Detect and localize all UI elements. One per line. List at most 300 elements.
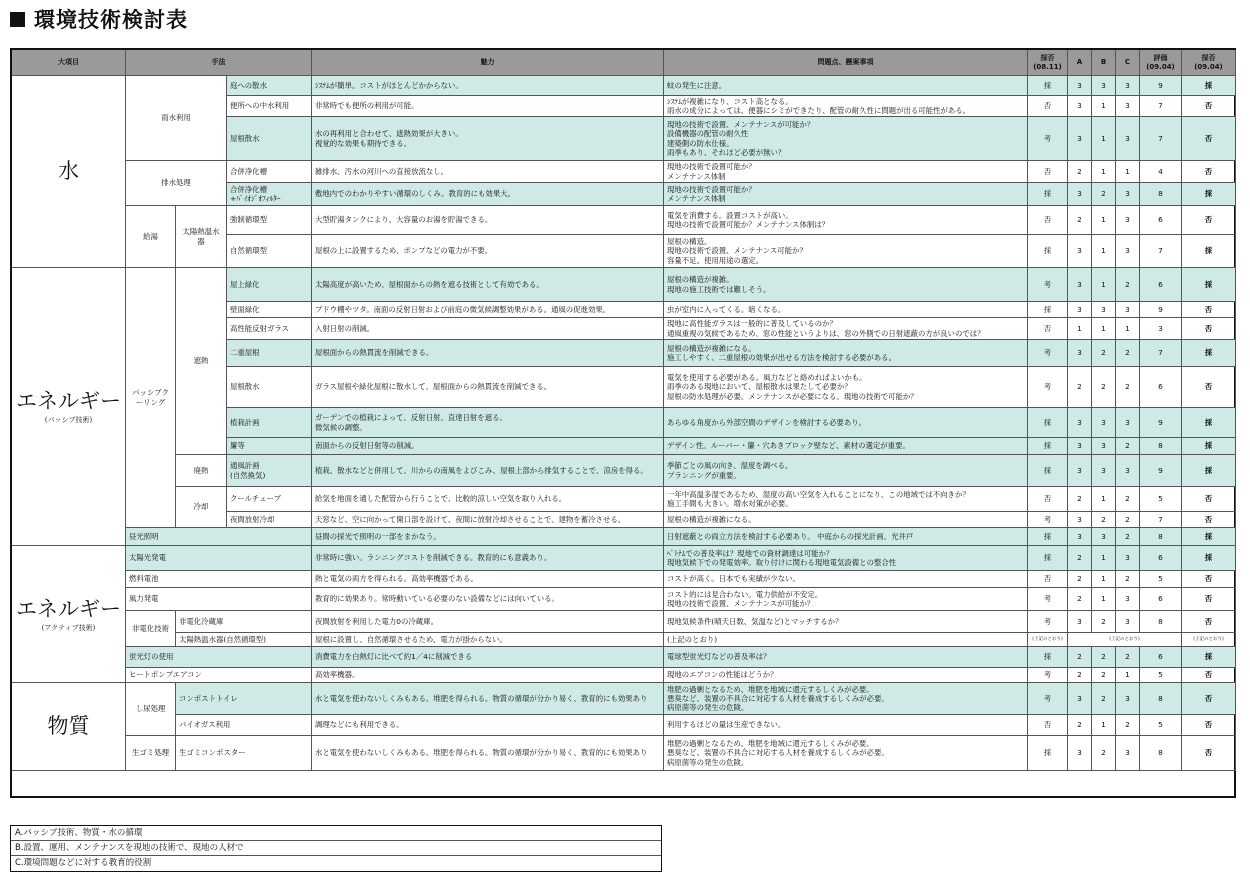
- issue-cell-7-text: 屋根の構造が複雑。 現地の施工技術では難しそう。: [667, 275, 771, 294]
- issue-cell-16-text: 屋根の構造が複雑になる。: [667, 514, 756, 524]
- score-cell-12: [1140, 408, 1182, 438]
- saihi2-cell-24: [1182, 668, 1236, 683]
- header-mondai: [664, 50, 1028, 76]
- saihi1-cell-0: [1028, 76, 1068, 96]
- c-cell-9-text: 1: [1125, 323, 1130, 333]
- issue-cell-21-text: 現地気候条件(晴天日数、気温など)とマッチするか？: [667, 616, 843, 626]
- saihi1-cell-13-text: 採: [1043, 441, 1052, 451]
- group-namagomi: [126, 736, 176, 771]
- method-cell-13-text: 簾等: [230, 441, 245, 451]
- c-cell-3: [1116, 161, 1140, 183]
- saihi2-cell-15-text: 否: [1204, 494, 1213, 504]
- saihi2-cell-26-text: 否: [1204, 720, 1213, 730]
- merit-cell-21: [312, 611, 664, 633]
- b-cell-21-text: 2: [1101, 616, 1106, 626]
- b-cell-2-text: 1: [1101, 133, 1106, 143]
- issue-cell-11: [664, 367, 1028, 408]
- saihi1-cell-8: [1028, 302, 1068, 318]
- method-cell-9: [227, 318, 312, 340]
- saihi2-cell-8: [1182, 302, 1236, 318]
- saihi1-cell-4-text: 採: [1043, 189, 1052, 199]
- category-energy-active-label: エネルギー: [16, 596, 121, 621]
- c-cell-18-text: 3: [1125, 553, 1130, 563]
- merit-cell-5: [312, 206, 664, 235]
- saihi1-cell-6: [1028, 235, 1068, 268]
- method-cell-2-text: 屋根散水: [230, 133, 260, 143]
- c-cell-7-text: 2: [1125, 279, 1130, 289]
- saihi2-cell-25-text: 否: [1204, 693, 1213, 703]
- merit-cell-13: [312, 438, 664, 455]
- saihi1-cell-26: [1028, 715, 1068, 736]
- saihi1-cell-7-text: 考: [1043, 279, 1052, 289]
- method-cell-1: [227, 96, 312, 117]
- b-cell-0-text: 3: [1101, 80, 1106, 90]
- score-cell-0-text: 9: [1158, 80, 1163, 90]
- method-cell-0-text: 庭への散水: [230, 80, 267, 90]
- b-cell-13-text: 3: [1101, 441, 1106, 451]
- saihi1-cell-10: [1028, 340, 1068, 367]
- b-cell-6: [1092, 235, 1116, 268]
- merit-cell-19: [312, 571, 664, 588]
- c-cell-11-text: 2: [1125, 382, 1130, 392]
- saihi1-cell-0-text: 採: [1043, 80, 1052, 90]
- issue-cell-1-text: ｼｽﾃﾑが複雑になり、コスト高となる。 雨水の成分によっては、便器にシミができたり、配管の耐久性に問題が出る可能性がある。: [667, 96, 971, 115]
- issue-cell-15-text: 一年中高温多湿であるため、湿度の高い空気を入れることになり、この地域では不向きか？ 施工手間も大きい。増水対策が必要。: [667, 489, 970, 508]
- category-energy-passive-sublabel: (パッシブ技術): [44, 416, 93, 425]
- issue-cell-17: [664, 528, 1028, 546]
- method-cell-6: [227, 235, 312, 268]
- group-usui: [126, 76, 227, 161]
- merit-cell-26-text: 調理などにも利用できる。: [315, 720, 404, 730]
- c-cell-24: [1116, 668, 1140, 683]
- method-cell-1-text: 便所への中水利用: [230, 101, 290, 111]
- c-cell-23-text: 2: [1125, 652, 1130, 662]
- category-energy-passive-label: エネルギー: [16, 389, 121, 413]
- issue-cell-23-text: 電球型蛍光灯などの普及率は？: [667, 652, 771, 662]
- legend-box: [10, 825, 662, 872]
- method-cell-3-text: 合併浄化槽: [230, 166, 267, 176]
- a-cell-15-text: 2: [1077, 494, 1082, 504]
- issue-cell-21: [664, 611, 1028, 633]
- issue-cell-15: [664, 487, 1028, 512]
- method-cell-17: [126, 528, 312, 546]
- saihi1-cell-18-text: 採: [1043, 553, 1052, 563]
- header-saihi-0811-text: 採否 (08.11): [1033, 53, 1062, 71]
- b-cell-11-text: 2: [1101, 382, 1106, 392]
- merit-cell-23: [312, 647, 664, 668]
- c-cell-6: [1116, 235, 1140, 268]
- method-cell-16: [227, 512, 312, 528]
- saihi2-cell-11: [1182, 367, 1236, 408]
- method-cell-19-text: 燃料電池: [129, 574, 159, 584]
- issue-cell-26: [664, 715, 1028, 736]
- a-cell-16: [1068, 512, 1092, 528]
- score-cell-6-text: 7: [1158, 246, 1163, 256]
- method-cell-16-text: 夜間放射冷却: [230, 514, 275, 524]
- method-cell-19: [126, 571, 312, 588]
- saihi1-cell-14: [1028, 455, 1068, 487]
- c-cell-1-text: 3: [1125, 101, 1130, 111]
- a-cell-6: [1068, 235, 1092, 268]
- saihi2-cell-5-text: 否: [1204, 215, 1213, 225]
- method-cell-23-text: 蛍光灯の使用: [129, 652, 174, 662]
- saihi1-cell-25-text: 考: [1043, 693, 1052, 703]
- header-hyoka-text: 評価 (09.04): [1146, 53, 1175, 71]
- score-cell-10: [1140, 340, 1182, 367]
- a-cell-8: [1068, 302, 1092, 318]
- score-cell-5: [1140, 206, 1182, 235]
- saihi1-cell-26-text: 否: [1043, 720, 1052, 730]
- score-cell-24-text: 5: [1158, 670, 1163, 680]
- c-cell-9: [1116, 318, 1140, 340]
- b-cell-26-text: 1: [1101, 720, 1106, 730]
- saihi1-cell-27-text: 採: [1043, 748, 1052, 758]
- a-cell-7-text: 3: [1077, 279, 1082, 289]
- category-water: [12, 76, 126, 268]
- b-cell-18-text: 1: [1101, 553, 1106, 563]
- group-shinyo-text: し尿処理: [135, 704, 166, 714]
- saihi1-cell-16: [1028, 512, 1068, 528]
- saihi2-cell-2-text: 否: [1204, 133, 1213, 143]
- saihi1-cell-5-text: 否: [1043, 215, 1052, 225]
- score-cell-2-text: 7: [1158, 133, 1163, 143]
- method-cell-18: [126, 546, 312, 571]
- merit-cell-27-text: 水と電気を使わないしくみもある。堆肥を得られる。物質の循環が分かり易く、教育的にも効果あり: [315, 748, 648, 758]
- saihi1-cell-8-text: 採: [1043, 304, 1052, 314]
- header-mondai-text: 問題点、懸案事項: [817, 58, 874, 67]
- c-cell-0: [1116, 76, 1140, 96]
- score-cell-10-text: 7: [1158, 348, 1163, 358]
- merit-cell-12-text: ガーデンでの植栽によって、反射日射、直達日射を遮る。 微気候の調整。: [315, 413, 507, 432]
- a-cell-8-text: 3: [1077, 304, 1082, 314]
- saihi1-cell-5: [1028, 206, 1068, 235]
- score-cell-17-text: 8: [1158, 531, 1163, 541]
- method-cell-4: [227, 183, 312, 206]
- c-cell-3-text: 1: [1125, 166, 1130, 176]
- a-cell-15: [1068, 487, 1092, 512]
- score-cell-11: [1140, 367, 1182, 408]
- issue-cell-5-text: 電気を消費する。設置コストが高い。 現地の技術で設置可能か？メンテナンス体制は？: [667, 210, 830, 229]
- issue-cell-10: [664, 340, 1028, 367]
- saihi1-cell-12-text: 採: [1043, 417, 1052, 427]
- legend-item-c: C.環境問題などに対する教育的役割: [15, 858, 152, 868]
- method-cell-4-text: 合併浄化槽 +ﾊﾞｲｵｼﾞｵﾌｨﾙﾀｰ: [230, 184, 281, 203]
- score-cell-26-text: 5: [1158, 720, 1163, 730]
- merit-cell-0-text: ｼｽﾃﾑが簡単。コストがほとんどかからない。: [315, 80, 463, 90]
- merit-cell-24: [312, 668, 664, 683]
- c-cell-14: [1116, 455, 1140, 487]
- merit-cell-10-text: 屋根面からの熱貫流を削減できる。: [315, 348, 434, 358]
- saihi2-cell-0: [1182, 76, 1236, 96]
- saihi1-cell-24: [1028, 668, 1068, 683]
- merit-cell-25: [312, 683, 664, 715]
- c-cell-1: [1116, 96, 1140, 117]
- merit-cell-22: [312, 633, 664, 647]
- score-cell-27: [1140, 736, 1182, 771]
- b-cell-20: [1092, 588, 1116, 611]
- saihi2-cell-4-text: 採: [1204, 189, 1213, 199]
- b-cell-16: [1092, 512, 1116, 528]
- method-cell-7-text: 屋上緑化: [230, 279, 260, 289]
- c-cell-11: [1116, 367, 1140, 408]
- b-cell-19-text: 1: [1101, 574, 1106, 584]
- c-cell-21: [1116, 611, 1140, 633]
- saihi2-cell-2: [1182, 117, 1236, 161]
- b-cell-13: [1092, 438, 1116, 455]
- score-cell-7: [1140, 268, 1182, 302]
- saihi1-cell-1: [1028, 96, 1068, 117]
- c-cell-2: [1116, 117, 1140, 161]
- saihi2-cell-23-text: 採: [1204, 652, 1213, 662]
- b-cell-1: [1092, 96, 1116, 117]
- a-cell-17: [1068, 528, 1092, 546]
- a-cell-20-text: 2: [1077, 594, 1082, 604]
- method-cell-14-text: 通風計画 (自然換気): [230, 461, 266, 480]
- saihi2-cell-16-text: 否: [1204, 514, 1213, 524]
- merit-cell-3: [312, 161, 664, 183]
- saihi2-cell-6-text: 採: [1204, 246, 1213, 256]
- evaluation-table: [10, 48, 1236, 798]
- issue-cell-24: [664, 668, 1028, 683]
- method-cell-2: [227, 117, 312, 161]
- saihi1-cell-14-text: 採: [1043, 465, 1052, 475]
- saihi2-cell-9-text: 否: [1204, 323, 1213, 333]
- header-saihi-0811: [1028, 50, 1068, 76]
- saihi1-cell-9-text: 否: [1043, 323, 1052, 333]
- method-cell-14: [227, 455, 312, 487]
- saihi1-cell-23-text: 採: [1043, 652, 1052, 662]
- issue-cell-12: [664, 408, 1028, 438]
- score-cell-18-text: 6: [1158, 553, 1163, 563]
- b-cell-23-text: 2: [1101, 652, 1106, 662]
- issue-cell-3-text: 現地の技術で設置可能か？ メンテナンス体制: [667, 162, 756, 181]
- saihi1-cell-27: [1028, 736, 1068, 771]
- issue-cell-25-text: 堆肥の過剰となるため、堆肥を地域に還元するしくみが必要。 悪臭など、装置の不具合に対応する人材を養成するしくみが必要。 病原菌等の発生の危険。: [667, 684, 889, 713]
- saihi2-cell-3: [1182, 161, 1236, 183]
- saihi2-cell-8-text: 否: [1204, 304, 1213, 314]
- score-cell-9-text: 3: [1158, 323, 1163, 333]
- method-cell-12: [227, 408, 312, 438]
- a-cell-2: [1068, 117, 1092, 161]
- saihi2-cell-12: [1182, 408, 1236, 438]
- issue-cell-4-text: 現地の技術で設置可能か？ メンテナンス体制: [667, 184, 756, 203]
- b-cell-17: [1092, 528, 1116, 546]
- issue-cell-10-text: 屋根の構造が複雑になる。 施工しやすく、二重屋根の効果が出せる方法を検討する必要がある。: [667, 343, 896, 362]
- b-cell-2: [1092, 117, 1116, 161]
- merit-cell-1-text: 非常時でも便所の利用が可能。: [315, 101, 419, 111]
- c-cell-17: [1116, 528, 1140, 546]
- merit-cell-27: [312, 736, 664, 771]
- saihi2-cell-27: [1182, 736, 1236, 771]
- score-cell-26: [1140, 715, 1182, 736]
- group-kyuto-text: 給湯: [143, 231, 158, 241]
- b-cell-0: [1092, 76, 1116, 96]
- merit-cell-21-text: 夜間放射を利用した電力0の冷蔵庫。: [315, 616, 438, 626]
- group-usui-text: 雨水利用: [161, 113, 191, 123]
- score-cell-0: [1140, 76, 1182, 96]
- issue-cell-14: [664, 455, 1028, 487]
- merit-cell-13-text: 南面からの反射日射等の削減。: [315, 441, 419, 451]
- saihi2-cell-1: [1182, 96, 1236, 117]
- saihi2-cell-3-text: 否: [1204, 166, 1213, 176]
- c-cell-12: [1116, 408, 1140, 438]
- saihi2-cell-21-text: 否: [1204, 616, 1213, 626]
- group-shinyo: [126, 683, 176, 736]
- saihi2-cell-14: [1182, 455, 1236, 487]
- merit-cell-9: [312, 318, 664, 340]
- c-cell-15: [1116, 487, 1140, 512]
- saihi2-cell-19: [1182, 571, 1236, 588]
- header-daikomoku: [12, 50, 126, 76]
- method-cell-20-text: 風力発電: [129, 594, 159, 604]
- score-cell-1-text: 7: [1158, 101, 1163, 111]
- saihi2-cell-5: [1182, 206, 1236, 235]
- method-cell-26-text: バイオガス利用: [179, 720, 231, 730]
- header-shuho-text: 手法: [211, 58, 226, 67]
- c-cell-18: [1116, 546, 1140, 571]
- saihi1-cell-22: [1028, 633, 1068, 647]
- a-cell-11-text: 2: [1077, 382, 1082, 392]
- c-cell-20-text: 3: [1125, 594, 1130, 604]
- group-haisui: [126, 161, 227, 206]
- score-cell-14-text: 9: [1158, 465, 1163, 475]
- merit-cell-3-text: 雑排水、汚水の河川への直接放流なし。: [315, 166, 449, 176]
- score-cell-16: [1140, 512, 1182, 528]
- a-cell-26-text: 2: [1077, 720, 1082, 730]
- saihi2-cell-10-text: 採: [1204, 348, 1213, 358]
- issue-cell-20: [664, 588, 1028, 611]
- score-cell-4-text: 8: [1158, 189, 1163, 199]
- score-cell-13-text: 8: [1158, 441, 1163, 451]
- a-cell-3-text: 2: [1077, 166, 1082, 176]
- method-cell-0: [227, 76, 312, 96]
- b-cell-9: [1092, 318, 1116, 340]
- method-cell-27: [176, 736, 312, 771]
- merit-cell-23-text: 消費電力を白熱灯に比べて約1／4に削減できる: [315, 652, 473, 662]
- b-cell-10: [1092, 340, 1116, 367]
- header-miryoku: [312, 50, 664, 76]
- issue-cell-19: [664, 571, 1028, 588]
- saihi1-cell-15-text: 否: [1043, 494, 1052, 504]
- merit-cell-15: [312, 487, 664, 512]
- method-cell-25-text: コンポストトイレ: [179, 693, 238, 703]
- c-cell-8: [1116, 302, 1140, 318]
- c-cell-27: [1116, 736, 1140, 771]
- method-cell-15-text: クールチューブ: [230, 494, 281, 504]
- method-cell-10-text: 二重屋根: [230, 348, 260, 358]
- issue-cell-8-text: 虫が室内に入ってくる。暗くなる。: [667, 304, 786, 314]
- score-cell-21: [1140, 611, 1182, 633]
- a-cell-4-text: 3: [1077, 189, 1082, 199]
- a-cell-19-text: 2: [1077, 574, 1082, 584]
- issue-cell-16: [664, 512, 1028, 528]
- abc-merged-cell-22-text: (上記のとおり): [1109, 636, 1140, 642]
- merit-cell-15-text: 給気を地面を通した配管から行うことで、比較的涼しい空気を取り入れる。: [315, 494, 567, 504]
- merit-cell-20-text: 教育的に効果あり。常時動いている必要のない設備などには向いている。: [315, 594, 559, 604]
- saihi2-cell-12-text: 採: [1204, 417, 1213, 427]
- method-cell-22-text: 太陽熱温水器(自然循環型): [179, 634, 267, 644]
- title-square-icon: [10, 12, 25, 27]
- method-cell-22: [176, 633, 312, 647]
- group-haisui-text: 排水処理: [161, 178, 191, 188]
- header-daikomoku-text: 大項目: [58, 58, 79, 67]
- c-cell-5-text: 3: [1125, 215, 1130, 225]
- saihi2-cell-22-text: (上記のとおり): [1193, 636, 1224, 642]
- method-cell-12-text: 植栽計画: [230, 417, 260, 427]
- saihi2-cell-20-text: 否: [1204, 594, 1213, 604]
- b-cell-1-text: 1: [1101, 101, 1106, 111]
- issue-cell-24-text: 現地のエアコンの性能はどうか？: [667, 670, 778, 680]
- merit-cell-12: [312, 408, 664, 438]
- score-cell-13: [1140, 438, 1182, 455]
- a-cell-12-text: 3: [1077, 417, 1082, 427]
- saihi2-cell-20: [1182, 588, 1236, 611]
- a-cell-7: [1068, 268, 1092, 302]
- a-cell-21: [1068, 611, 1092, 633]
- merit-cell-1: [312, 96, 664, 117]
- group-hainetsu-text: 廃熱: [193, 465, 209, 475]
- b-cell-25-text: 2: [1101, 693, 1106, 703]
- saihi1-cell-7: [1028, 268, 1068, 302]
- saihi1-cell-15: [1028, 487, 1068, 512]
- saihi2-cell-21: [1182, 611, 1236, 633]
- legend-item-b: B.設置、運用、メンテナンスを現地の技術で、現地の人材で: [11, 841, 661, 856]
- issue-cell-20-text: コスト的には見合わない。電力供給が不安定。 現地の技術で設置、メンテナンスが可能か？: [667, 589, 823, 608]
- a-cell-19: [1068, 571, 1092, 588]
- saihi1-cell-19-text: 否: [1043, 574, 1052, 584]
- saihi2-cell-24-text: 否: [1204, 670, 1213, 680]
- score-cell-1: [1140, 96, 1182, 117]
- merit-cell-14-text: 植栽、散水などと併用して、川からの南風をよびこみ、屋根上部から排気することで、涼房を得る。: [315, 465, 648, 475]
- group-reikyaku: [176, 487, 227, 528]
- b-cell-14: [1092, 455, 1116, 487]
- score-cell-23-text: 6: [1158, 652, 1163, 662]
- a-cell-14: [1068, 455, 1092, 487]
- saihi2-cell-17: [1182, 528, 1236, 546]
- method-cell-5: [227, 206, 312, 235]
- score-cell-5-text: 6: [1158, 215, 1163, 225]
- saihi2-cell-0-text: 採: [1204, 80, 1213, 90]
- issue-cell-6-text: 屋根の構造。 現地の技術で設置、メンテナンス可能か？ 容量不足。使用用途の選定。: [667, 237, 807, 265]
- c-cell-13-text: 2: [1125, 441, 1130, 451]
- merit-cell-8: [312, 302, 664, 318]
- issue-cell-18-text: ﾍﾞﾄﾅﾑでの普及率は？現地での資材調達は可能か？ 現地気候下での発電効率。取り付けに関わる現地電気設備との整合性: [667, 548, 897, 567]
- c-cell-10-text: 2: [1125, 348, 1130, 358]
- score-cell-7-text: 6: [1158, 279, 1163, 289]
- header-b-text: B: [1100, 58, 1107, 67]
- a-cell-3: [1068, 161, 1092, 183]
- saihi1-cell-6-text: 採: [1043, 246, 1052, 256]
- merit-cell-17: [312, 528, 664, 546]
- saihi1-cell-17-text: 採: [1043, 531, 1052, 541]
- method-cell-6-text: 自然循環型: [230, 246, 267, 256]
- merit-cell-2: [312, 117, 664, 161]
- header-c: [1116, 50, 1140, 76]
- a-cell-21-text: 3: [1077, 616, 1082, 626]
- a-cell-0: [1068, 76, 1092, 96]
- header-miryoku-text: 魅力: [480, 58, 495, 67]
- title-text: 環境技術検討表: [34, 8, 188, 32]
- c-cell-17-text: 2: [1125, 531, 1130, 541]
- b-cell-11: [1092, 367, 1116, 408]
- category-energy-active-sublabel: (アクティブ技術): [41, 623, 96, 632]
- issue-cell-4: [664, 183, 1028, 206]
- score-cell-20: [1140, 588, 1182, 611]
- saihi1-cell-10-text: 考: [1043, 348, 1052, 358]
- b-cell-27-text: 2: [1101, 748, 1106, 758]
- category-energy-active: [12, 546, 126, 683]
- score-cell-25-text: 8: [1158, 693, 1163, 703]
